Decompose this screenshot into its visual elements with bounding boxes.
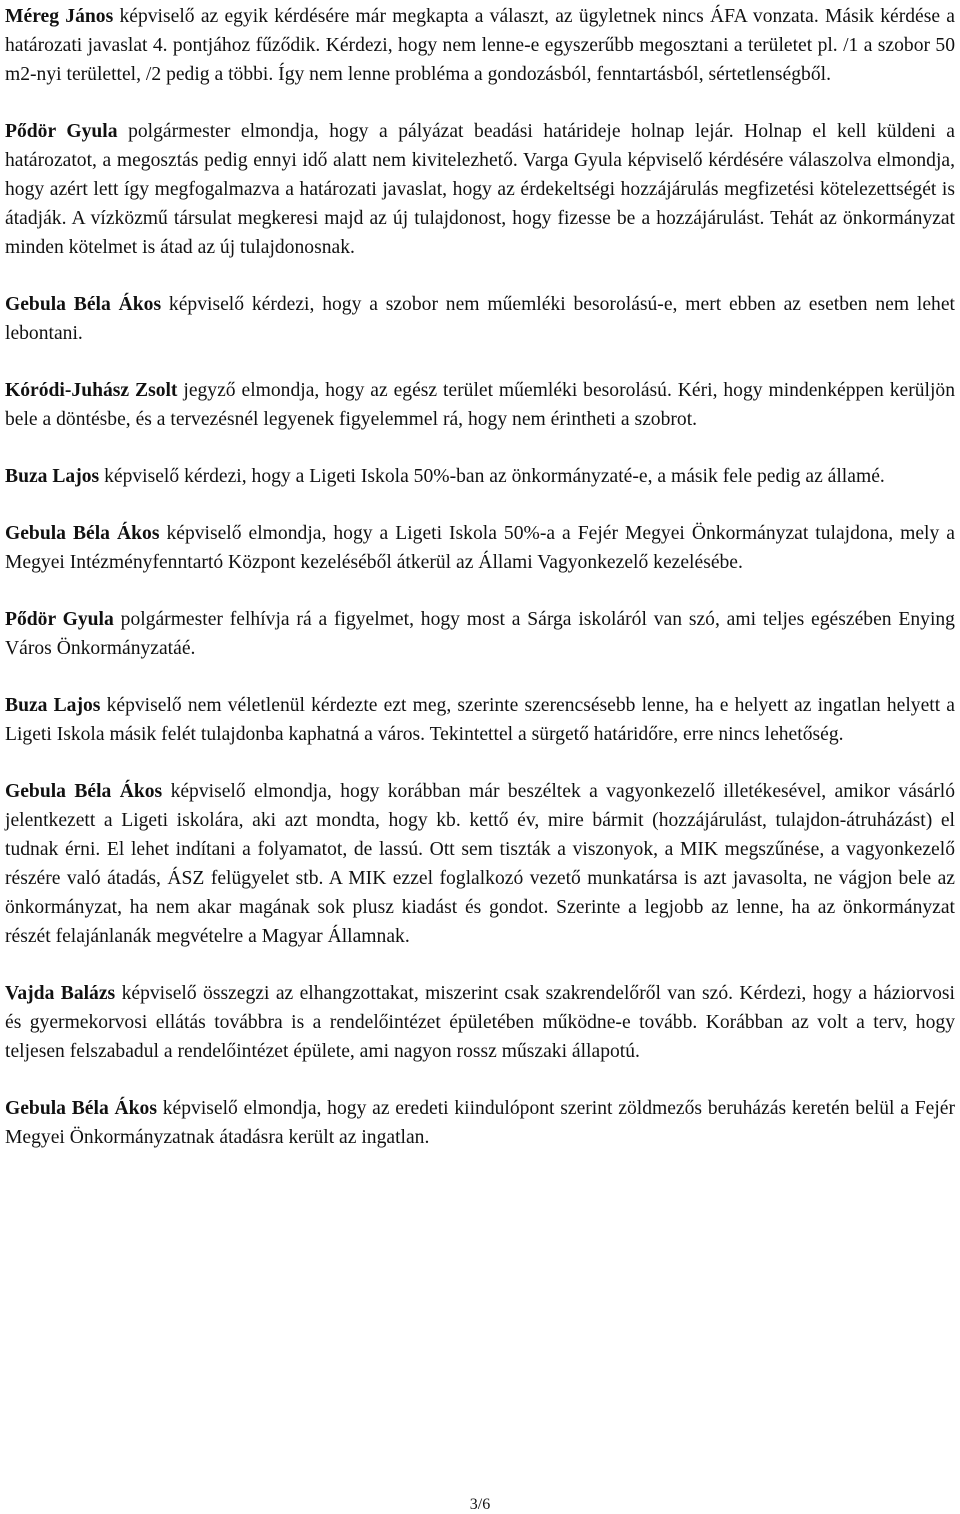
- speaker-name: Gebula Béla Ákos: [5, 781, 163, 802]
- paragraph-4: [5, 376, 955, 434]
- speaker-name: Buza Lajos: [5, 466, 100, 487]
- paragraph-10: [5, 979, 955, 1066]
- speaker-name: Méreg János: [5, 6, 114, 27]
- speaker-name: Gebula Béla Ákos: [5, 294, 162, 315]
- speaker-name: Pődör Gyula: [5, 121, 118, 142]
- paragraph-text: polgármester felhívja rá a figyelmet, hogy most a Sárga iskoláról van szó, ami teljes egészében Enying Város Önkormányzatáé.: [5, 609, 955, 659]
- speaker-name: Gebula Béla Ákos: [5, 1098, 157, 1119]
- speaker-name: Vajda Balázs: [5, 983, 116, 1004]
- speaker-name: Kóródi-Juhász Zsolt: [5, 380, 178, 401]
- paragraph-7: [5, 605, 955, 663]
- paragraph-11: [5, 1094, 955, 1152]
- paragraph-2: [5, 117, 955, 262]
- paragraph-text: képviselő kérdezi, hogy a Ligeti Iskola 50%-ban az önkormányzaté-e, a másik fele pedig az államé.: [104, 466, 885, 487]
- speaker-name: Pődör Gyula: [5, 609, 114, 630]
- paragraph-text: jegyző elmondja, hogy az egész terület műemléki besorolású. Kéri, hogy mindenképpen kerüljön bele a döntésbe, és a tervezésnél legyenek figyelemmel rá, hogy nem érintheti a szobrot.: [5, 380, 955, 430]
- paragraph-3: [5, 290, 955, 348]
- paragraph-text: képviselő elmondja, hogy a Ligeti Iskola 50%-a a Fejér Megyei Önkormányzat tulajdona, mely a Megyei Intézményfenntartó Központ kezeléséből átkerül az Állami Vagyonkezelő kezelésébe.: [5, 523, 955, 573]
- paragraph-text: képviselő nem véletlenül kérdezte ezt meg, szerinte szerencsésebb lenne, ha e helyett az ingatlan helyett a Ligeti Iskola másik felét tulajdonba kaphatná a város. Tekintettel a sürgető határidőre, erre nincs lehetőség.: [5, 695, 956, 745]
- paragraph-1: [5, 2, 955, 89]
- paragraph-9: [5, 777, 955, 951]
- paragraph-6: [5, 519, 955, 577]
- page-number: 3/6: [469, 1496, 491, 1513]
- paragraph-text: képviselő összegzi az elhangzottakat, miszerint csak szakrendelőről van szó. Kérdezi, hogy a háziorvosi és gyermekorvosi ellátás továbbra is a rendelőintézet épületében működne-e tovább. Korábban az volt a terv, hogy teljesen felszabadul a rendelőintézet épülete, ami nagyon rossz műszaki állapotú.: [5, 983, 955, 1062]
- document-page: [5, 0, 955, 1180]
- paragraph-text: képviselő az egyik kérdésére már megkapta a választ, az ügyletnek nincs ÁFA vonzata. Másik kérdése a határozati javaslat 4. pontjához fűződik. Kérdezi, hogy nem lenne-e egyszerűbb megosztani a területet pl. /1 a szobor 50 m2-nyi területtel, /2 pedig a többi. Így nem lenne probléma a gondozásból, fenntartásból, sértetlenségből.: [5, 6, 956, 85]
- speaker-name: Buza Lajos: [5, 695, 101, 716]
- paragraph-text: képviselő elmondja, hogy korábban már beszéltek a vagyonkezelő illetékesével, amikor vásárló jelentkezett a Ligeti iskolára, aki azt mondta, hogy kb. kettő év, mire bármit (hozzájárulást, tulajdon-átruházást) el tudnak érni. El lehet indítani a folyamatot, de lassú. Ott sem tiszták a viszonyok, a MIK megszűnése, a vagyonkezelő részére való átadás, ÁSZ felügyelet stb. A MIK ezzel foglalkozó vezető munkatársa is azt javasolta, ne vágjon bele az önkormányzat, ha nem akar magának sok plusz kiadást és gondot. Szerinte a legjobb az lenne, ha az önkormányzat részét felajánlanák megvételre a Magyar Államnak.: [5, 781, 955, 947]
- paragraph-5: [5, 462, 955, 491]
- speaker-name: Gebula Béla Ákos: [5, 523, 160, 544]
- paragraph-text: polgármester elmondja, hogy a pályázat beadási határideje holnap lejár. Holnap el kell küldeni a határozatot, a megosztás pedig ennyi idő alatt nem kivitelezhető. Varga Gyula képviselő kérdésére válaszolva elmondja, hogy azért lett így megfogalmazva a határozati javaslat, hogy az érdekeltségi hozzájárulás megfizetési kötelezettségét is átadják. A vízközmű társulat megkeresi majd az új tulajdonost, hogy fizesse be a hozzájárulást. Tehát az önkormányzat minden kötelmet is átad az új tulajdonosnak.: [5, 121, 955, 258]
- paragraph-text: képviselő kérdezi, hogy a szobor nem műemléki besorolású-e, mert ebben az esetben nem lehet lebontani.: [5, 294, 955, 344]
- paragraph-text: képviselő elmondja, hogy az eredeti kiindulópont szerint zöldmezős beruházás keretén belül a Fejér Megyei Önkormányzatnak átadásra került az ingatlan.: [5, 1098, 955, 1148]
- paragraph-8: [5, 691, 955, 749]
